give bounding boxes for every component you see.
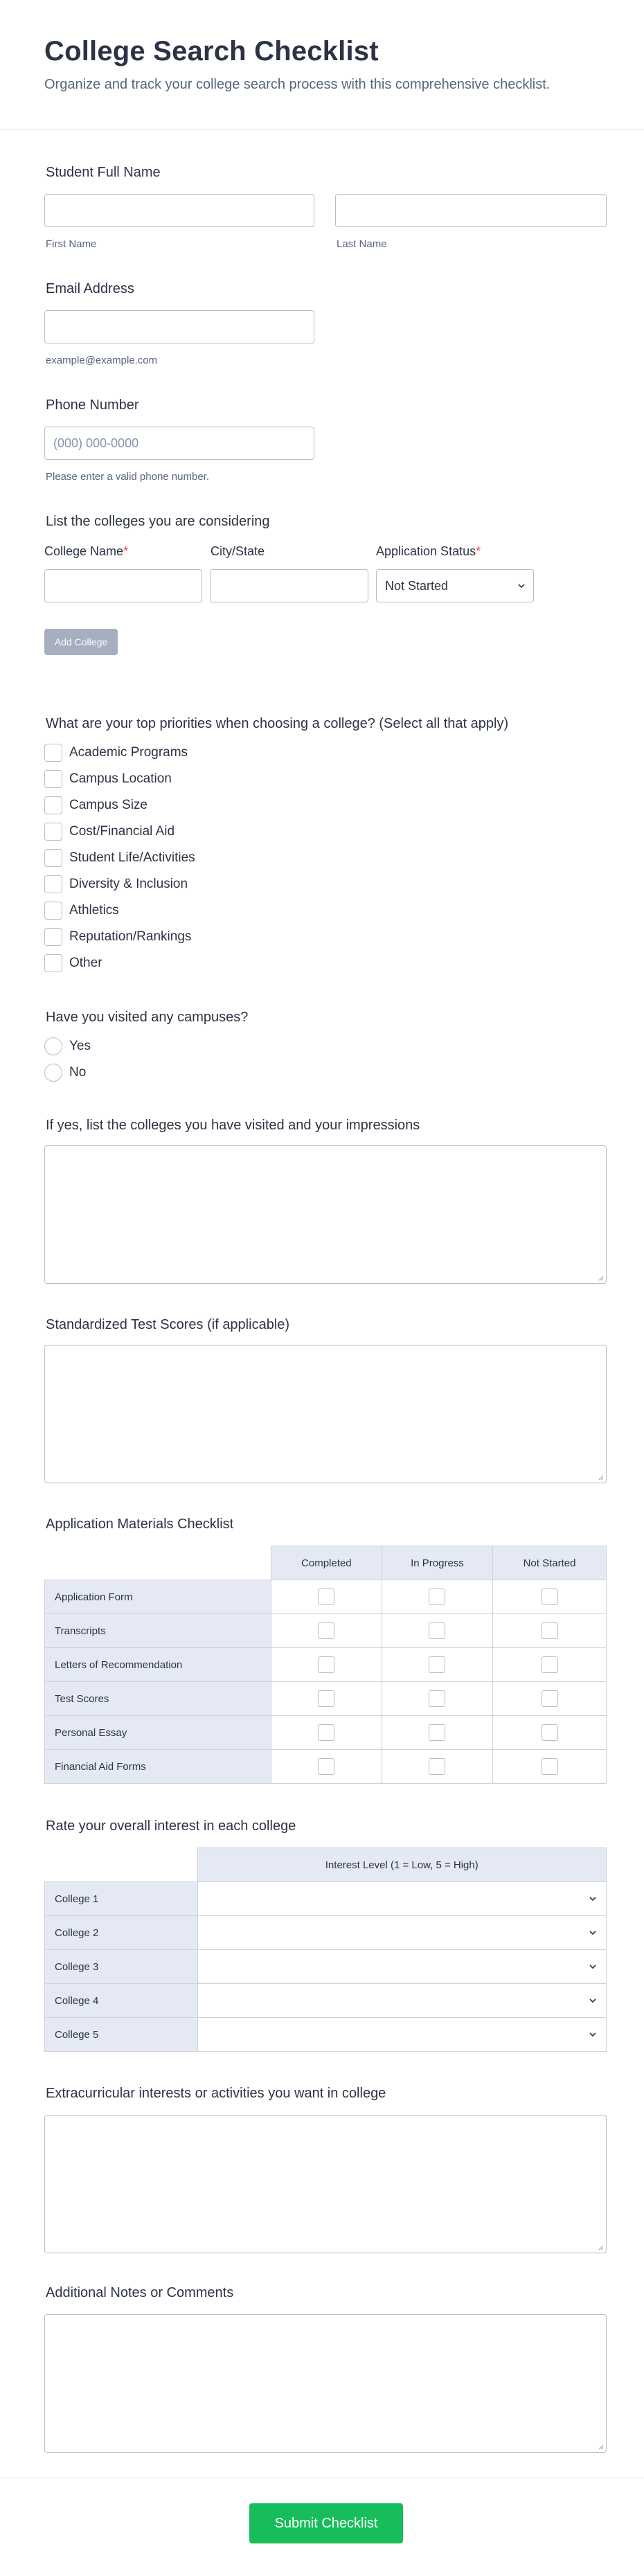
submit-button[interactable]: Submit Checklist [249,2503,403,2543]
college-name-header: College Name* [44,544,129,558]
checkbox[interactable] [44,744,62,762]
required-mark: * [476,544,481,558]
priorities-options [44,740,195,976]
checkbox[interactable] [44,954,62,972]
table-row [45,2018,607,2052]
college-name-input[interactable] [44,569,202,602]
interest-row-label: College 3 [45,1950,198,1984]
form-header [0,0,644,130]
chevron-down-icon [589,1963,596,1970]
interest-select[interactable] [197,1916,607,1950]
city-state-input[interactable] [210,569,368,602]
phone-label: Phone Number [46,397,139,413]
resize-grip-icon[interactable] [597,1474,604,1481]
matrix-checkbox[interactable] [429,1758,445,1775]
chevron-down-icon [589,1895,596,1902]
impressions-label: If yes, list the colleges you have visited and your impressions [46,1118,420,1133]
checkbox[interactable] [44,902,62,920]
matrix-row-label: Transcripts [45,1614,271,1648]
priorities-label: What are your top priorities when choosing a college? (Select all that apply) [46,716,509,731]
visited-options [44,1033,91,1086]
interest-label: Rate your overall interest in each college [46,1818,296,1834]
form-title: College Search Checklist [44,36,379,66]
matrix-checkbox[interactable] [318,1622,334,1639]
application-status-header: Application Status* [376,544,481,558]
matrix-checkbox[interactable] [542,1758,558,1775]
interest-row-label: College 2 [45,1916,198,1950]
add-college-button[interactable]: Add College [44,629,118,655]
matrix-checkbox[interactable] [429,1622,445,1639]
interest-column-header: Interest Level (1 = Low, 5 = High) [197,1848,607,1882]
priority-option[interactable]: Reputation/Rankings [44,924,195,950]
table-row [45,1648,607,1682]
visited-label: Have you visited any campuses? [46,1010,249,1025]
first-name-input[interactable] [44,194,314,227]
materials-label: Application Materials Checklist [46,1517,234,1532]
impressions-textarea[interactable] [44,1145,607,1284]
checkbox[interactable] [44,875,62,893]
table-row [45,1682,607,1716]
chevron-down-icon [589,1929,596,1936]
last-name-input[interactable] [335,194,607,227]
application-status-select[interactable] [376,569,534,602]
checkbox[interactable] [44,823,62,841]
status-value: Not Started [385,578,449,593]
interest-select[interactable] [197,2018,607,2052]
priority-option[interactable]: Student Life/Activities [44,845,195,871]
table-row [45,1750,607,1784]
table-row [45,1614,607,1648]
chevron-down-icon [589,2031,596,2038]
matrix-checkbox[interactable] [318,1724,334,1741]
matrix-row-label: Letters of Recommendation [45,1648,271,1682]
email-label: Email Address [46,281,134,296]
visited-option-yes[interactable]: Yes [44,1033,91,1059]
interest-row-label: College 1 [45,1882,198,1916]
chevron-down-icon [518,582,525,589]
phone-hint: Please enter a valid phone number. [46,471,209,483]
matrix-row-label: Financial Aid Forms [45,1750,271,1784]
matrix-checkbox[interactable] [318,1589,334,1605]
matrix-col-completed: Completed [271,1546,382,1580]
matrix-checkbox[interactable] [542,1589,558,1605]
priority-option[interactable]: Other [44,950,195,976]
radio-button[interactable] [44,1037,62,1055]
extracurricular-label: Extracurricular interests or activities you want in college [46,2086,386,2101]
email-hint: example@example.com [46,355,158,366]
phone-input[interactable]: (000) 000-0000 [44,427,314,460]
matrix-col-not-started: Not Started [493,1546,607,1580]
matrix-col-in-progress: In Progress [382,1546,492,1580]
chevron-down-icon [589,1997,596,2004]
required-mark: * [123,544,129,558]
colleges-label: List the colleges you are considering [46,514,270,529]
table-row [45,1916,607,1950]
checkbox[interactable] [44,928,62,946]
extracurricular-textarea[interactable] [44,2115,607,2253]
priority-option[interactable]: Diversity & Inclusion [44,871,195,897]
matrix-checkbox[interactable] [542,1690,558,1707]
scores-label: Standardized Test Scores (if applicable) [46,1317,290,1332]
priority-option[interactable]: Academic Programs [44,740,195,766]
interest-select[interactable] [197,1984,607,2018]
notes-label: Additional Notes or Comments [46,2285,234,2300]
priority-option[interactable]: Campus Size [44,792,195,819]
visited-option-no[interactable]: No [44,1059,91,1086]
form-footer [0,2478,644,2576]
matrix-row-label: Test Scores [45,1682,271,1716]
name-label: Student Full Name [46,165,161,180]
matrix-corner [45,1848,198,1882]
matrix-checkbox[interactable] [429,1656,445,1673]
checkbox[interactable] [44,849,62,867]
radio-button[interactable] [44,1064,62,1082]
matrix-corner [45,1546,271,1580]
first-name-sublabel: First Name [46,238,97,250]
city-state-header: City/State [211,544,265,558]
scores-textarea[interactable] [44,1345,607,1483]
matrix-row-label: Personal Essay [45,1716,271,1750]
matrix-checkbox[interactable] [542,1656,558,1673]
email-input[interactable] [44,310,314,343]
table-row [45,1882,607,1916]
table-row [45,1950,607,1984]
matrix-checkbox[interactable] [318,1656,334,1673]
resize-grip-icon[interactable] [597,2443,604,2450]
matrix-checkbox[interactable] [429,1724,445,1741]
priority-option[interactable]: Athletics [44,897,195,924]
table-row [45,1580,607,1614]
interest-select[interactable] [197,1882,607,1916]
matrix-checkbox[interactable] [542,1622,558,1639]
interest-row-label: College 5 [45,2018,198,2052]
notes-textarea[interactable] [44,2314,607,2453]
matrix-row-label: Application Form [45,1580,271,1614]
table-row [45,1716,607,1750]
interest-row-label: College 4 [45,1984,198,2018]
matrix-checkbox[interactable] [429,1690,445,1707]
matrix-checkbox[interactable] [318,1758,334,1775]
matrix-checkbox[interactable] [318,1690,334,1707]
priority-option[interactable]: Cost/Financial Aid [44,819,195,845]
checkbox[interactable] [44,770,62,788]
interest-select[interactable] [197,1950,607,1984]
resize-grip-icon[interactable] [597,2244,604,2251]
table-row [45,1984,607,2018]
priority-option[interactable]: Campus Location [44,766,195,792]
matrix-checkbox[interactable] [542,1724,558,1741]
last-name-sublabel: Last Name [337,238,387,250]
interest-matrix [44,1848,607,2052]
form-subtitle: Organize and track your college search process with this comprehensive checklist. [44,77,551,92]
checkbox[interactable] [44,796,62,814]
resize-grip-icon[interactable] [597,1274,604,1281]
matrix-checkbox[interactable] [429,1589,445,1605]
materials-matrix [44,1546,607,1784]
